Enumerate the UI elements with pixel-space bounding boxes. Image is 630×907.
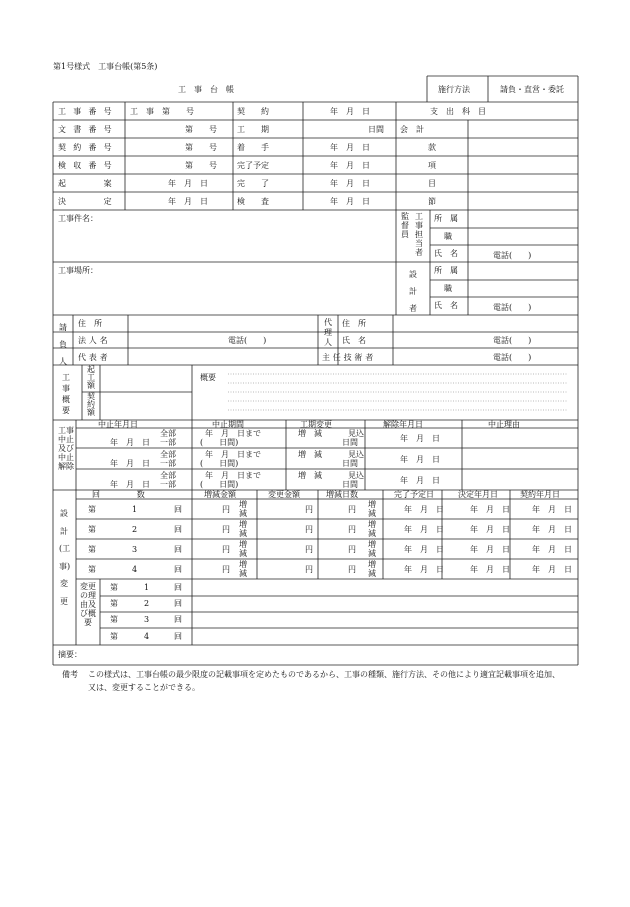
- zou: 増: [239, 500, 247, 509]
- susp-days: ( 日間): [200, 480, 239, 489]
- method-options: 請負・直営・委託: [500, 85, 564, 94]
- budget-item: 項: [428, 161, 436, 170]
- row-dai: 第: [110, 632, 118, 641]
- designer-field: 氏 名: [434, 301, 458, 310]
- agent-field: 氏 名: [342, 336, 366, 345]
- supervisor-label: 監督員: [401, 212, 409, 239]
- row-value: 年 月 日: [330, 161, 370, 170]
- gen: 減: [239, 549, 247, 558]
- gaiyo-label: 概要: [200, 373, 216, 382]
- ichibu: 一部: [160, 459, 176, 468]
- form-number: 第1号様式 工事台帳(第5条): [53, 62, 158, 71]
- d-date: 年 月 日: [470, 545, 510, 554]
- ichibu: 一部: [160, 438, 176, 447]
- row-dai: 第: [110, 615, 118, 624]
- zou: 増: [368, 560, 376, 569]
- yen: 円: [305, 545, 313, 554]
- row-kai: 回: [174, 615, 182, 624]
- d-date: 年 月 日: [532, 525, 572, 534]
- row-dai: 第: [88, 565, 96, 574]
- overview-label: 工事概要: [62, 373, 70, 415]
- susp-change: 見込: [348, 471, 364, 480]
- gen: 減: [368, 509, 376, 518]
- yen: 円: [222, 525, 230, 534]
- susp-change: 見込: [348, 450, 364, 459]
- note-text-2: 又は、変更することができる。: [88, 683, 200, 692]
- row-label: 検収番号: [58, 161, 119, 170]
- row-kai: 回: [174, 632, 182, 641]
- row-value: 第 号: [185, 143, 217, 152]
- d-date: 年 月 日: [470, 525, 510, 534]
- row-label: 完了予定: [237, 161, 269, 170]
- susp-date: 年 月 日: [110, 459, 150, 468]
- row-kai: 回: [174, 525, 182, 534]
- method-label: 施行方法: [438, 85, 470, 94]
- row-label: 決 定: [58, 197, 119, 206]
- susp-days: ( 日間): [200, 438, 239, 447]
- zou: 増: [239, 540, 247, 549]
- designer-field: 所 属: [434, 266, 458, 275]
- suspension-header: 工期変更: [300, 420, 332, 429]
- note-text: この様式は、工事台帳の最少限度の記載事項を定めたものであるから、工事の種類、施行方法、その他により適宜記載事項を追加、: [88, 670, 560, 679]
- susp-change: 日間: [342, 438, 358, 447]
- row-value: 年 月 日: [330, 143, 370, 152]
- contractor-tel: 電話( ): [228, 336, 267, 345]
- d-date: 年 月 日: [532, 545, 572, 554]
- row-value: 工 事 第 号: [130, 107, 194, 116]
- design-header: 契約年月日: [520, 490, 560, 499]
- row-kai: 回: [174, 599, 182, 608]
- susp-period: 年 月 日まで: [205, 450, 261, 459]
- budget-item: 節: [428, 197, 436, 206]
- chief-engineer-label: 主任技術者: [322, 353, 376, 362]
- contractor-field: 代表者: [78, 353, 111, 362]
- row-num: 1: [144, 583, 150, 592]
- d-date: 年 月 日: [404, 565, 444, 574]
- susp-date: 年 月 日: [110, 438, 150, 447]
- row-label: 起 案: [58, 179, 119, 188]
- row-num: 2: [132, 525, 138, 534]
- row-value: 年 月 日: [168, 197, 208, 206]
- row-kai: 回: [174, 545, 182, 554]
- susp-date: 年 月 日: [110, 480, 150, 489]
- row-label: 検 査: [237, 197, 269, 206]
- zou: 増: [368, 500, 376, 509]
- d-date: 年 月 日: [404, 505, 444, 514]
- suspension-header: 中止年月日: [98, 420, 138, 429]
- row-dai: 第: [88, 545, 96, 554]
- yen: 円: [305, 525, 313, 534]
- row-label: 工 期: [237, 125, 269, 134]
- row-num: 4: [144, 632, 150, 641]
- supervisor-field: 氏 名: [434, 249, 458, 258]
- overview-sub2: 契約額: [87, 392, 95, 417]
- budget-item: 目: [428, 179, 436, 188]
- row-dai: 第: [88, 525, 96, 534]
- zou: 増: [239, 560, 247, 569]
- row-kai: 回: [174, 583, 182, 592]
- gen: 減: [368, 529, 376, 538]
- susp-change: 日間: [342, 480, 358, 489]
- gen: 減: [239, 509, 247, 518]
- yen: 円: [222, 545, 230, 554]
- yen: 円: [348, 525, 356, 534]
- gen: 減: [239, 569, 247, 578]
- d-date: 年 月 日: [470, 565, 510, 574]
- d-date: 年 月 日: [404, 525, 444, 534]
- row-kai: 回: [174, 565, 182, 574]
- d-date: 年 月 日: [404, 545, 444, 554]
- row-kai: 回: [174, 505, 182, 514]
- contractor-label: 請負人: [59, 323, 67, 366]
- budget-item: 款: [428, 143, 436, 152]
- row-label: 着 手: [237, 143, 269, 152]
- tekiyo-label: 摘要：: [58, 650, 82, 659]
- overview-sub1: 起工額: [87, 365, 95, 390]
- susp-change: 見込: [348, 429, 364, 438]
- row-num: 2: [144, 599, 150, 608]
- gen: 減: [239, 529, 247, 538]
- supervisor-label-2: 工事担当者: [415, 212, 423, 257]
- yen: 円: [348, 505, 356, 514]
- yen: 円: [305, 565, 313, 574]
- budget-item: 会 計: [400, 125, 424, 134]
- gen: 減: [368, 569, 376, 578]
- row-value: 年 月 日: [330, 107, 370, 116]
- yen: 円: [348, 565, 356, 574]
- yen: 円: [305, 505, 313, 514]
- row-num: 3: [144, 615, 150, 624]
- row-value: 年 月 日: [330, 179, 370, 188]
- row-value: 日間: [368, 125, 384, 134]
- design-header: 増減金額: [204, 490, 236, 499]
- design-header: 決定年月日: [458, 490, 498, 499]
- designer-field: 職: [444, 284, 452, 293]
- gen: 減: [368, 549, 376, 558]
- suspension-header: 中止理由: [488, 420, 520, 429]
- ichibu: 一部: [160, 480, 176, 489]
- project-place-label: 工事場所：: [58, 266, 98, 275]
- row-dai: 第: [110, 583, 118, 592]
- row-num: 4: [132, 565, 138, 574]
- row-dai: 第: [110, 599, 118, 608]
- yen: 円: [222, 565, 230, 574]
- design-header: 増減日数: [326, 490, 358, 499]
- yen: 円: [222, 505, 230, 514]
- supervisor-field: 所 属: [434, 214, 458, 223]
- design-header: 変更金額: [268, 490, 300, 499]
- zou: 増: [239, 520, 247, 529]
- ledger-title: 工 事 台 帳: [178, 85, 234, 94]
- row-label: 文書番号: [58, 125, 119, 134]
- suspension-header: 中止期間: [212, 420, 244, 429]
- supervisor-field: 職: [444, 232, 452, 241]
- susp-release: 年 月 日: [400, 476, 440, 485]
- zenbu: 全部: [160, 450, 176, 459]
- row-value: 第 号: [185, 125, 217, 134]
- susp-release: 年 月 日: [400, 455, 440, 464]
- contractor-field: 法人名: [78, 336, 111, 345]
- row-value: 年 月 日: [168, 179, 208, 188]
- susp-release: 年 月 日: [400, 434, 440, 443]
- agent-tel: 電話( ): [493, 336, 532, 345]
- zenbu: 全部: [160, 429, 176, 438]
- row-num: 1: [132, 505, 138, 514]
- suspension-side-label: 工事中止及び中止解除: [58, 426, 74, 471]
- susp-change: 日間: [342, 459, 358, 468]
- d-date: 年 月 日: [470, 505, 510, 514]
- susp-change: 増 減: [298, 450, 322, 459]
- susp-days: ( 日間): [200, 459, 239, 468]
- row-value: 年 月 日: [330, 197, 370, 206]
- zou: 増: [368, 540, 376, 549]
- row-label: 契 約: [237, 107, 269, 116]
- reason-label: 変更の理由及び概要: [80, 582, 96, 627]
- design-header: 回 数: [92, 490, 160, 499]
- susp-change: 増 減: [298, 429, 322, 438]
- d-date: 年 月 日: [532, 565, 572, 574]
- supervisor-tel: 電話( ): [493, 251, 532, 260]
- row-num: 3: [132, 545, 138, 554]
- zou: 増: [368, 520, 376, 529]
- row-dai: 第: [88, 505, 96, 514]
- design-side-label: 設計(工事)変更: [59, 509, 71, 606]
- row-label: 契約番号: [58, 143, 119, 152]
- row-label: 工事番号: [58, 107, 119, 116]
- design-header: 完了予定日: [394, 490, 434, 499]
- note-label: 備考: [62, 670, 78, 679]
- yen: 円: [348, 545, 356, 554]
- budget-header: 支 出 科 目: [430, 107, 486, 116]
- row-value: 第 号: [185, 161, 217, 170]
- agent-label: 代理人: [324, 318, 332, 347]
- d-date: 年 月 日: [532, 505, 572, 514]
- susp-period: 年 月 日まで: [205, 471, 261, 480]
- project-name-label: 工事件名：: [58, 214, 98, 223]
- zenbu: 全部: [160, 471, 176, 480]
- designer-tel: 電話( ): [493, 303, 532, 312]
- row-label: 完 了: [237, 179, 269, 188]
- chief-tel: 電話( ): [493, 353, 532, 362]
- susp-period: 年 月 日まで: [205, 429, 261, 438]
- designer-label: 設計者: [409, 270, 417, 313]
- susp-change: 増 減: [298, 471, 322, 480]
- agent-field: 住 所: [342, 319, 366, 328]
- contractor-field: 住 所: [78, 319, 102, 328]
- suspension-header: 解除年月日: [383, 420, 423, 429]
